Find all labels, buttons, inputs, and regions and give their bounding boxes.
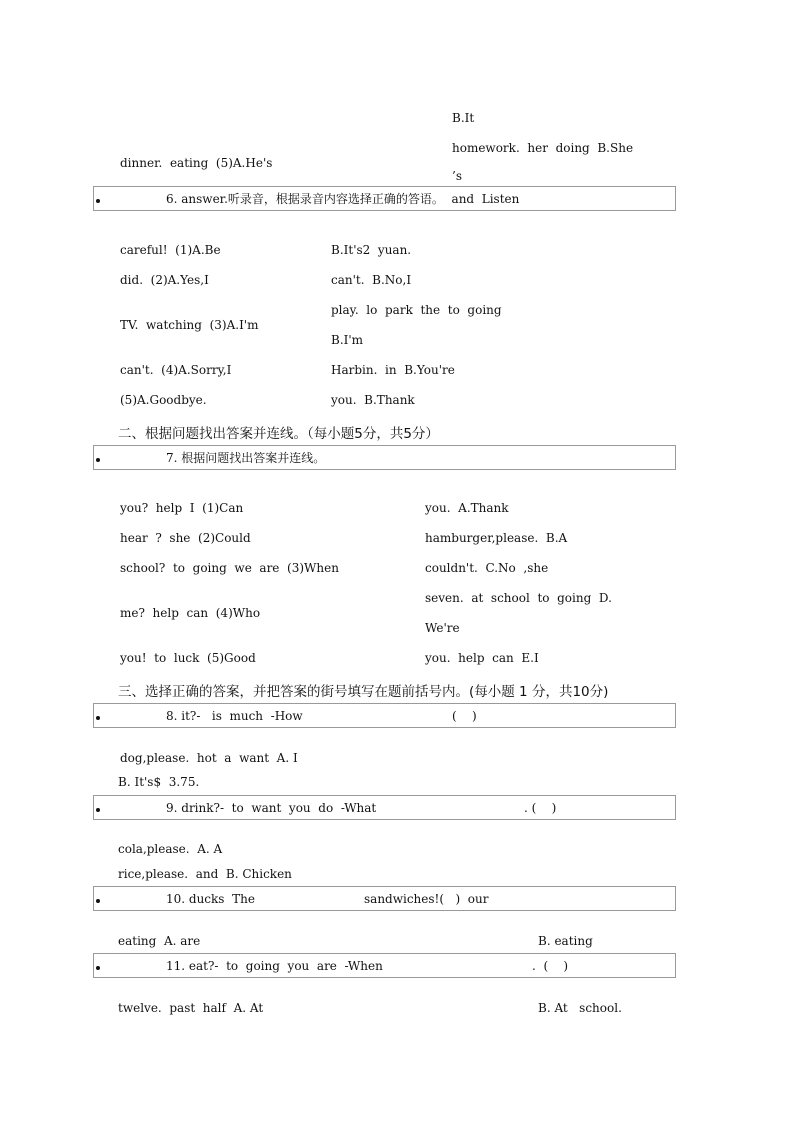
q11-option-a: twelve. past half A. At: [118, 1001, 264, 1015]
question-11-answer-blank[interactable]: . ( ): [532, 959, 569, 973]
question-6-prompt: 6. answer.听录音，根据录音内容选择正确的答语。 and Listen: [166, 192, 520, 206]
question-10-answer-blank[interactable]: sandwiches!( ) our: [364, 892, 489, 906]
q7-row-4-right: seven. at school to going D.: [425, 591, 612, 605]
top-right-line-2: homework. her doing B.She: [452, 141, 634, 155]
q7-row-3-right: couldn't. C.No ,she: [425, 561, 549, 575]
q7-row-6-left: you! to luck (5)Good: [120, 651, 256, 665]
q7-row-5-right: We're: [425, 621, 460, 635]
q7-row-1-left: you? help I (1)Can: [120, 501, 244, 515]
q6-row-4-right: B.I'm: [331, 333, 364, 347]
q11-option-b: B. At school.: [538, 1001, 622, 1015]
q10-option-b: B. eating: [538, 934, 593, 948]
question-10-box: [93, 886, 676, 911]
q7-row-2-right: hamburger,please. B.A: [425, 531, 568, 545]
q6-row-6-left: (5)A.Goodbye.: [120, 393, 207, 407]
q6-row-2-left: did. (2)A.Yes,I: [120, 273, 209, 287]
q8-option-b: B. It's$ 3.75.: [118, 775, 200, 789]
q6-row-3-right: play. lo park the to going: [331, 303, 502, 317]
q9-option-b: rice,please. and B. Chicken: [118, 867, 292, 881]
bullet-icon: [96, 808, 100, 812]
bullet-icon: [96, 199, 100, 203]
q10-option-a: eating A. are: [118, 934, 201, 948]
q7-row-1-right: you. A.Thank: [425, 501, 509, 515]
bullet-icon: [96, 716, 100, 720]
q6-row-5-right: Harbin. in B.You're: [331, 363, 455, 377]
bullet-icon: [96, 899, 100, 903]
question-11-prompt: 11. eat?- to going you are -When: [166, 959, 383, 973]
question-6-box: [93, 186, 676, 211]
q8-option-a: dog,please. hot a want A. I: [120, 751, 298, 765]
q6-row-6-right: you. B.Thank: [331, 393, 415, 407]
section-2-heading: 二、根据问题找出答案并连线。（每小题5分，共5分）: [118, 426, 439, 442]
q6-row-1-left: careful! (1)A.Be: [120, 243, 221, 257]
q7-row-2-left: hear ? she (2)Could: [120, 531, 251, 545]
top-right-line-3: ’s: [452, 169, 462, 183]
section-3-heading: 三、选择正确的答案，并把答案的街号填写在题前括号内。(每小题 1 分，共10分): [118, 684, 609, 700]
question-8-answer-blank[interactable]: ( ): [452, 709, 477, 723]
q7-row-6-right: you. help can E.I: [425, 651, 539, 665]
q6-row-5-left: can't. (4)A.Sorry,I: [120, 363, 232, 377]
q7-row-5-left: me? help can (4)Who: [120, 606, 261, 620]
top-left-line: dinner. eating (5)A.He's: [120, 156, 273, 170]
question-8-box: [93, 703, 676, 728]
bullet-icon: [96, 458, 100, 462]
question-9-box: [93, 795, 676, 820]
q6-row-1-right: B.It's2 yuan.: [331, 243, 412, 257]
bullet-icon: [96, 966, 100, 970]
top-right-line-1: B.It: [452, 111, 475, 125]
question-7-prompt: 7. 根据问题找出答案并连线。: [166, 451, 326, 465]
question-10-prompt: 10. ducks The: [166, 892, 255, 906]
question-11-box: [93, 953, 676, 978]
q9-option-a: cola,please. A. A: [118, 842, 223, 856]
question-8-prompt: 8. it?- is much -How: [166, 709, 303, 723]
question-9-prompt: 9. drink?- to want you do -What: [166, 801, 377, 815]
q6-row-2-right: can't. B.No,I: [331, 273, 412, 287]
q7-row-3-left: school? to going we are (3)When: [120, 561, 339, 575]
question-7-box: [93, 445, 676, 470]
q6-row-3-left: TV. watching (3)A.I'm: [120, 318, 259, 332]
question-9-answer-blank[interactable]: . ( ): [524, 801, 557, 815]
